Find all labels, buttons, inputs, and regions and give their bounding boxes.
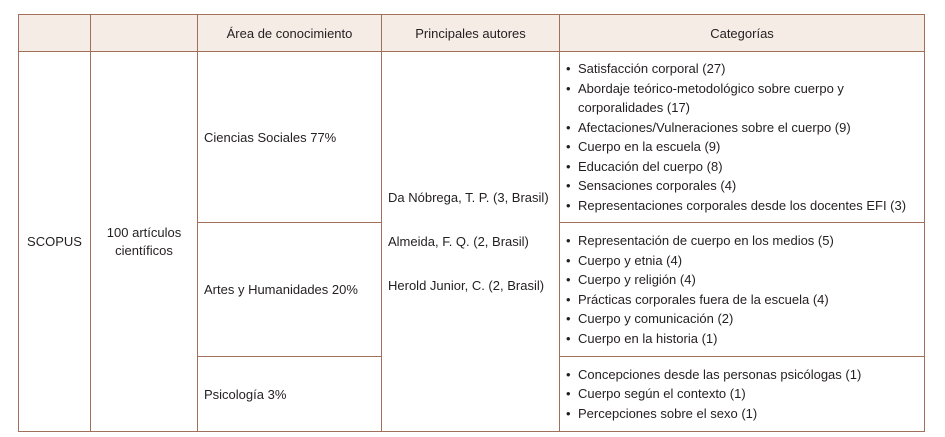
category-item: • Cuerpo y etnia (4) [566, 251, 924, 271]
area-cell: Ciencias Sociales 77% [198, 52, 382, 223]
authors-cell [382, 52, 560, 432]
header-categories: Categorías [560, 15, 925, 52]
header-database [19, 15, 91, 52]
categories-list [566, 59, 924, 215]
area-cell: Psicología 3% [198, 357, 382, 432]
category-item: • Prácticas corporales fuera de la escuela (4) [566, 290, 924, 310]
summary-table [18, 14, 925, 432]
category-item: • Cuerpo en la escuela (9) [566, 137, 924, 157]
header-area: Área de conocimiento [198, 15, 382, 52]
categories-list [566, 231, 924, 348]
category-item: • Afectaciones/Vulneraciones sobre el cuerpo (9) [566, 118, 924, 138]
articles-cell [91, 52, 198, 432]
category-item: • Percepciones sobre el sexo (1) [566, 404, 924, 424]
header-count [91, 15, 198, 52]
categories-cell [560, 52, 925, 223]
category-item: • Satisfacción corporal (27) [566, 59, 924, 79]
category-item: • Cuerpo y comunicación (2) [566, 309, 924, 329]
author-entry: Herold Junior, C. (2, Brasil) [388, 278, 545, 293]
category-item: • Sensaciones corporales (4) [566, 176, 924, 196]
category-item: • Cuerpo según el contexto (1) [566, 384, 924, 404]
categories-cell [560, 357, 925, 432]
header-authors: Principales autores [382, 15, 560, 52]
category-item: • Concepciones desde las personas psicólogas (1) [566, 365, 924, 385]
category-item: • Representaciones corporales desde los docentes EFI (3) [566, 196, 924, 216]
header-row [19, 15, 925, 52]
category-item: • Cuerpo y religión (4) [566, 270, 924, 290]
author-entry: Almeida, F. Q. (2, Brasil) [388, 234, 529, 249]
category-item: • Representación de cuerpo en los medios (5) [566, 231, 924, 251]
area-cell: Artes y Humanidades 20% [198, 223, 382, 357]
category-item: • Cuerpo en la historia (1) [566, 329, 924, 349]
category-item: • Educación del cuerpo (8) [566, 157, 924, 177]
categories-cell [560, 223, 925, 357]
articles-count: 100 artículos científicos [106, 224, 182, 258]
table-row [19, 52, 925, 223]
category-item: • Abordaje teórico-metodológico sobre cuerpo y corporalidades (17) [566, 79, 924, 118]
database-cell: SCOPUS [19, 52, 91, 432]
author-entry: Da Nóbrega, T. P. (3, Brasil) [388, 190, 549, 205]
categories-list [566, 365, 924, 424]
